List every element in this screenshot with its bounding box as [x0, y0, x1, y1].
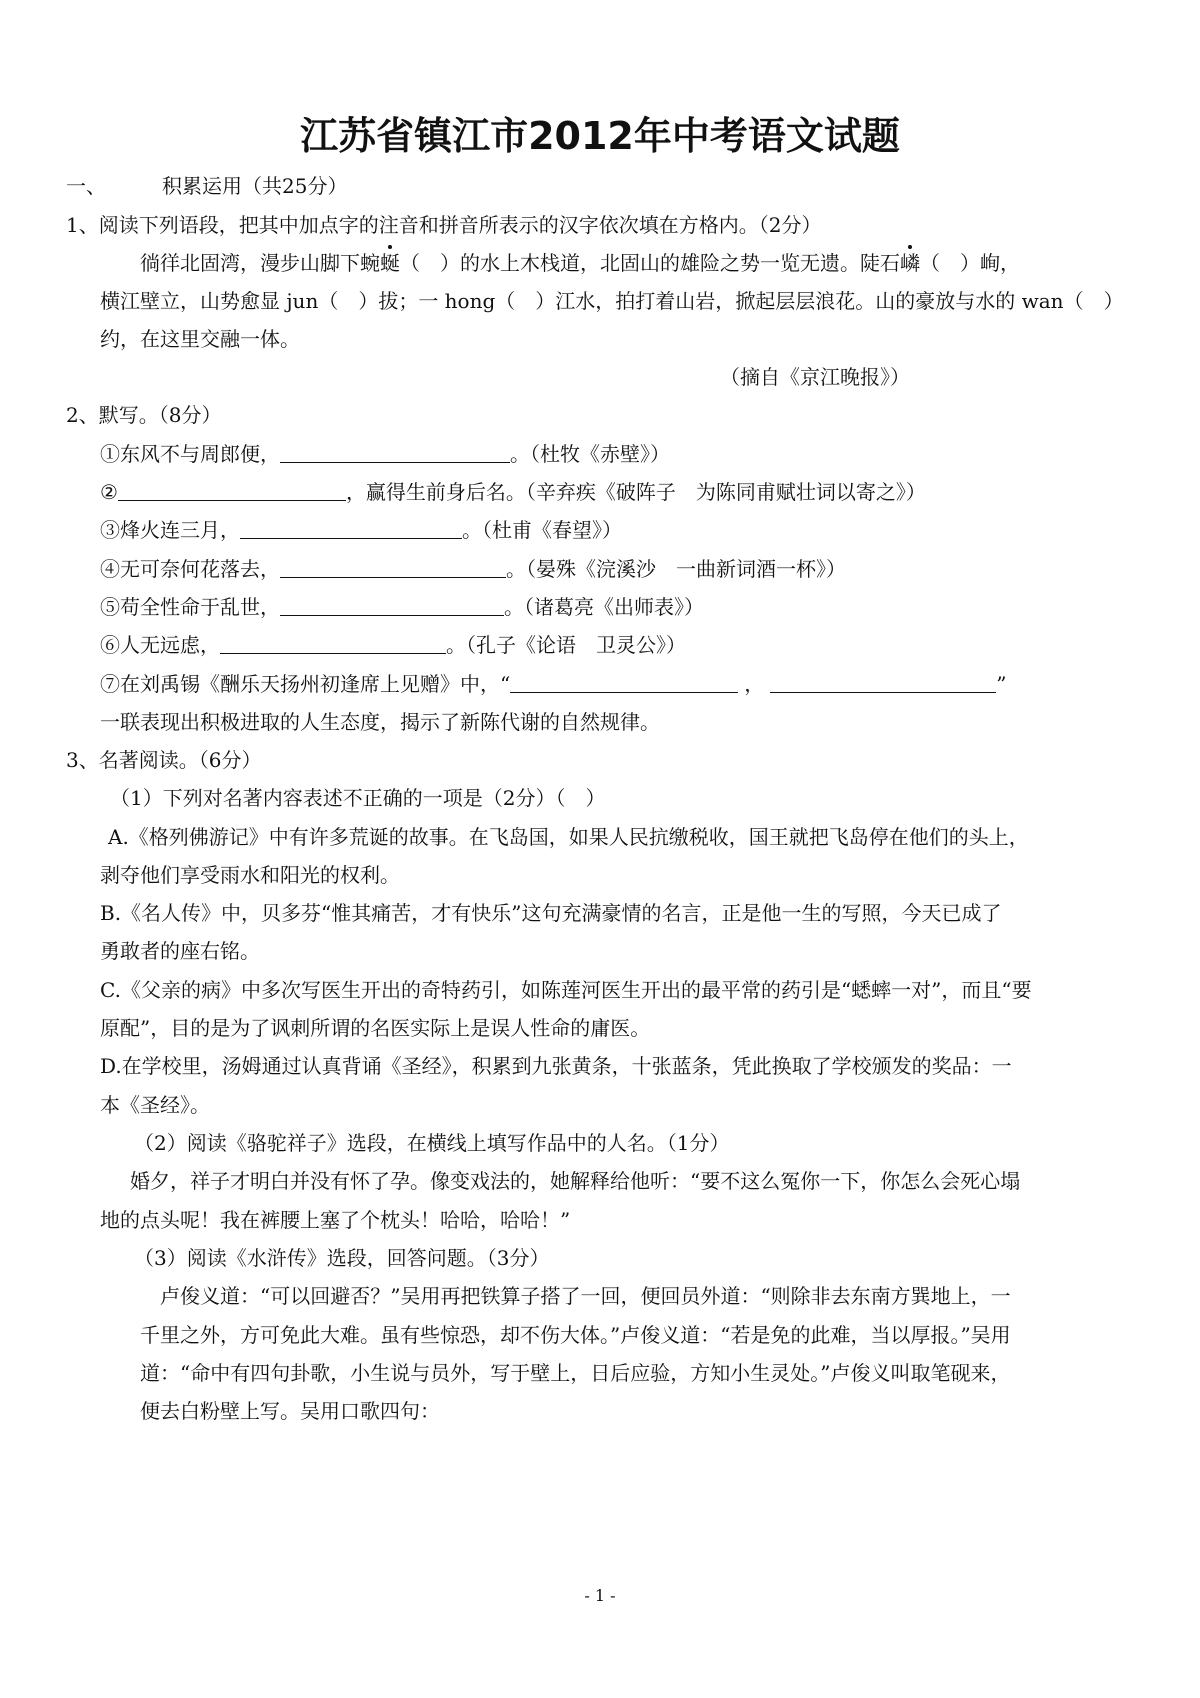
q2-item-7-cont: 一联表现出积极进取的人生态度，揭示了新陈代谢的自然规律。: [100, 710, 660, 734]
q2-item-text: ⑥人无远虑，: [100, 633, 220, 657]
q2-item-text: ，: [744, 672, 765, 696]
q2-item-text: 。（杜甫《春望》）: [462, 518, 622, 542]
q3-sub-2-passage-2: 地的点头呢！我在裤腰上塞了个枕头！哈哈，哈哈！”: [100, 1208, 571, 1232]
q2-item-3: [100, 516, 622, 544]
q1-passage-line-3: 约，在这里交融一体。: [100, 327, 300, 351]
q2-item-text: 。（杜牧《赤壁》）: [510, 442, 670, 466]
q3-option-b-cont: 勇敢者的座右铭。: [100, 939, 260, 963]
q1-passage-line-1: [140, 249, 1020, 277]
section-label: 积累运用（共25分）: [162, 174, 348, 198]
q2-item-text: ⑦在刘禹锡《酬乐天扬州初逢席上见赠》中，“: [100, 672, 511, 696]
q3-option-a-cont: 剥夺他们享受雨水和阳光的权利。: [100, 863, 400, 887]
answer-blank[interactable]: [280, 593, 504, 616]
q1-text-b: （ ）的水上木栈道，北固山的雄险之势一览无遗。陡石: [400, 251, 900, 275]
q3-option-b: B.《名人传》中，贝多芬“惟其痛苦，才有快乐”这句充满豪情的名言，正是他一生的写照，今天已成了: [100, 901, 1002, 925]
q1-text-a: 徜徉北固湾，漫步山脚下蜿: [140, 251, 380, 275]
q3-option-d: D.在学校里，汤姆通过认真背诵《圣经》，积累到九张黄条，十张蓝条，凭此换取了学校颁发的奖品：一: [100, 1054, 1012, 1078]
q3-sub-2: （2）阅读《骆驼祥子》选段，在横线上填写作品中的人名。（1分）: [134, 1131, 730, 1155]
q1-stem: 1、阅读下列语段，把其中加点字的注音和拼音所表示的汉字依次填在方格内。（2分）: [66, 213, 822, 237]
answer-blank[interactable]: [220, 631, 446, 654]
q2-item-text: ①东风不与周郎便，: [100, 442, 280, 466]
q3-sub-3-passage-3: 道：“命中有四句卦歌，小生说与员外，写于壁上，日后应验，方知小生灵处。”卢俊义叫取笔砚来，: [140, 1361, 1011, 1385]
q2-item-text: 。（晏殊《浣溪沙 一曲新词酒一杯》）: [506, 557, 846, 581]
dotted-char: 蜒: [380, 251, 400, 275]
q2-item-7: [100, 670, 1006, 698]
q2-item-text: ”: [996, 672, 1007, 696]
q1-text-c: （ ）峋，: [920, 251, 1020, 275]
q1-passage-line-2: 横江壁立，山势愈显 jun（ ）拔；一 hong（ ）江水，拍打着山岩，掀起层层浪花。山的豪放与水的 wan（ ）: [100, 289, 1124, 313]
dotted-char: 嶙: [900, 251, 920, 275]
q2-item-text: ④无可奈何花落去，: [100, 557, 280, 581]
q3-option-a: A.《格列佛游记》中有许多荒诞的故事。在飞岛国，如果人民抗缴税收，国王就把飞岛停在他们的头上，: [108, 825, 1029, 849]
q3-sub-2-passage-1: 婚夕，祥子才明白并没有怀了孕。像变戏法的，她解释给他听：“要不这么冤你一下，你怎么会死心塌: [130, 1169, 1021, 1193]
q2-item-text: 。（诸葛亮《出师表》）: [504, 595, 704, 619]
answer-blank[interactable]: [240, 516, 462, 539]
q3-sub-3: （3）阅读《水浒传》选段，回答问题。（3分）: [134, 1246, 550, 1270]
q2-item-text: ，赢得生前身后名。（辛弃疾《破阵子 为陈同甫赋壮词以寄之》）: [345, 480, 926, 504]
page-number: - 1 -: [584, 1586, 616, 1605]
answer-blank[interactable]: [118, 478, 346, 501]
q2-item-4: [100, 555, 846, 583]
answer-blank[interactable]: [510, 670, 738, 693]
q2-item-5: [100, 593, 704, 621]
q2-item-text: ②: [100, 480, 118, 504]
section-heading: [66, 172, 347, 200]
q2-item-text: 。（孔子《论语 卫灵公》）: [446, 633, 686, 657]
q3-sub-3-passage-2: 千里之外，方可免此大难。虽有些惊恐，却不伤大体。”卢俊义道：“若是免的此难，当以厚报。”吴用: [140, 1323, 1011, 1347]
q2-item-text: ⑤苟全性命于乱世，: [100, 595, 280, 619]
q3-sub-3-passage-4: 便去白粉壁上写。吴用口歌四句：: [140, 1399, 440, 1423]
page-title: 江苏省镇江市2012年中考语文试题: [300, 114, 900, 158]
q2-item-2: [100, 478, 926, 506]
q2-item-text: ③烽火连三月，: [100, 518, 240, 542]
q1-source: （摘自《京江晚报》）: [720, 365, 910, 389]
q3-option-d-cont: 本《圣经》。: [100, 1093, 210, 1117]
answer-blank[interactable]: [770, 670, 996, 693]
q3-option-c: C.《父亲的病》中多次写医生开出的奇特药引，如陈莲河医生开出的最平常的药引是“蟋蟀一对”，而且“要: [100, 978, 1032, 1002]
q2-stem: 2、默写。（8分）: [66, 403, 222, 427]
answer-blank[interactable]: [280, 555, 506, 578]
answer-blank[interactable]: [280, 440, 510, 463]
q3-sub-1: （1）下列对名著内容表述不正确的一项是（2分）（ ）: [110, 786, 606, 810]
q2-item-1: [100, 440, 670, 468]
section-number: 一、: [66, 174, 106, 198]
q3-sub-3-passage-1: 卢俊义道：“可以回避否？”吴用再把铁算子搭了一回，便回员外道：“则除非去东南方巽地上，一: [160, 1284, 1011, 1308]
q2-item-6: [100, 631, 686, 659]
q3-stem: 3、名著阅读。（6分）: [66, 748, 262, 772]
q3-option-c-cont: 原配”，目的是为了讽刺所谓的名医实际上是误人性命的庸医。: [100, 1016, 651, 1040]
